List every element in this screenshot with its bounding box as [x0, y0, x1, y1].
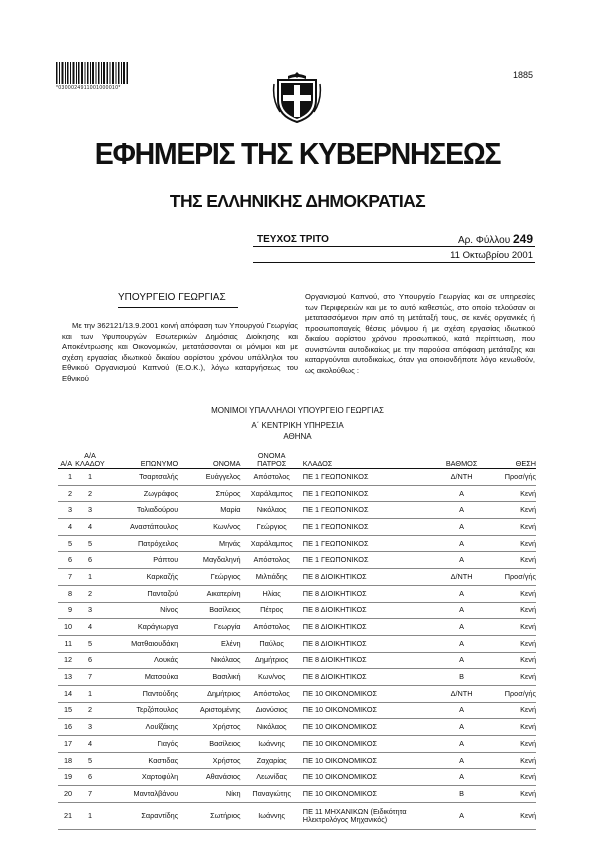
table-cell: Γεώργιος	[182, 569, 243, 586]
table-cell: Α	[431, 485, 491, 502]
ministry-heading: ΥΠΟΥΡΓΕΙΟ ΓΕΩΡΓΙΑΣ	[118, 292, 226, 303]
coat-of-arms-icon	[272, 70, 322, 124]
table-cell: Ελένη	[182, 635, 243, 652]
barcode	[56, 62, 128, 84]
table-cell: Μηνάς	[182, 535, 243, 552]
table-cell: 11	[58, 635, 75, 652]
sheet-number	[458, 232, 533, 246]
col-thesi: ΘΕΣΗ	[492, 446, 536, 469]
table-cell: Νικόλαος	[244, 719, 300, 736]
table-cell: 6	[75, 552, 105, 569]
table-cell: Ευάγγελος	[182, 469, 243, 486]
col-aa: Α/Α	[58, 446, 75, 469]
table-cell: 3	[58, 502, 75, 519]
table-header-row	[58, 446, 536, 469]
table-cell: Κενή	[492, 602, 536, 619]
table-row	[58, 502, 536, 519]
table-cell: Κων/νος	[182, 519, 243, 536]
table-row	[58, 552, 536, 569]
table-cell: 4	[58, 519, 75, 536]
table-cell: 2	[75, 485, 105, 502]
table-cell: 1	[75, 569, 105, 586]
table-cell: 19	[58, 769, 75, 786]
table-cell: Βασίλειος	[182, 736, 243, 753]
table-cell: Αθανάσιος	[182, 769, 243, 786]
table-cell: ΠΕ 8 ΔΙΟΙΚΗΤΙΚΟΣ	[300, 652, 432, 669]
table-cell: Ζωγράφος	[105, 485, 182, 502]
table-cell: ΠΕ 10 ΟΙΚΟΝΟΜΙΚΟΣ	[300, 752, 432, 769]
table-cell: Παντούδης	[105, 685, 182, 702]
header-rule	[253, 246, 535, 247]
table-cell: Κενή	[492, 519, 536, 536]
table-cell: 16	[58, 719, 75, 736]
table-cell: Μαγδαληνή	[182, 552, 243, 569]
table-cell: 15	[58, 702, 75, 719]
issue-date: 11 Οκτωβρίου 2001	[450, 250, 533, 261]
table-cell: 3	[75, 502, 105, 519]
table-cell: 7	[75, 669, 105, 686]
col-vathmos: ΒΑΘΜΟΣ	[431, 446, 491, 469]
table-row	[58, 652, 536, 669]
barcode-number: *0300024911001000010*	[56, 85, 121, 91]
table-cell: Χρήστος	[182, 752, 243, 769]
table-cell: 4	[75, 736, 105, 753]
table-cell: Κενή	[492, 769, 536, 786]
table-cell: Κενή	[492, 485, 536, 502]
table-row	[58, 519, 536, 536]
table-cell: Α	[431, 635, 491, 652]
table-cell: Τολιαδούρου	[105, 502, 182, 519]
table-row	[58, 786, 536, 803]
table-cell: Α	[431, 519, 491, 536]
table-cell: 2	[75, 585, 105, 602]
gazette-subtitle: ΤΗΣ ΕΛΛΗΝΙΚΗΣ ΔΗΜΟΚΡΑΤΙΑΣ	[169, 191, 426, 211]
table-row	[58, 469, 536, 486]
table-cell: Α	[431, 535, 491, 552]
col-klados: ΚΛΑΔΟΣ	[300, 446, 432, 469]
table-cell: Κενή	[492, 752, 536, 769]
table-cell: Κων/νος	[244, 669, 300, 686]
table-cell: Παύλος	[244, 635, 300, 652]
table-cell: Αναστάπουλος	[105, 519, 182, 536]
table-cell: Β	[431, 786, 491, 803]
table-cell: Κενή	[492, 719, 536, 736]
table-cell: Κενή	[492, 736, 536, 753]
table-cell: Κενή	[492, 585, 536, 602]
table-cell: ΠΕ 8 ΔΙΟΙΚΗΤΙΚΟΣ	[300, 585, 432, 602]
sheet-value: 249	[512, 232, 533, 246]
table-cell: ΠΕ 1 ΓΕΩΠΟΝΙΚΟΣ	[300, 485, 432, 502]
employees-table	[58, 446, 536, 830]
table-cell: Απόστολος	[244, 552, 300, 569]
table-cell: Α	[431, 719, 491, 736]
table-cell: Λουΐζάκης	[105, 719, 182, 736]
table-row	[58, 602, 536, 619]
table-cell: 5	[75, 535, 105, 552]
table-cell: Απόστολος	[244, 685, 300, 702]
table-cell: Ηλίας	[244, 585, 300, 602]
table-cell: 6	[75, 769, 105, 786]
table-cell: 14	[58, 685, 75, 702]
table-cell: Ζαχαρίας	[244, 752, 300, 769]
table-cell: 4	[75, 619, 105, 636]
table-cell: 20	[58, 786, 75, 803]
table-row	[58, 569, 536, 586]
table-cell: 17	[58, 736, 75, 753]
table-cell: Α	[431, 552, 491, 569]
table-cell: 7	[75, 786, 105, 803]
table-cell: ΠΕ 8 ΔΙΟΙΚΗΤΙΚΟΣ	[300, 669, 432, 686]
table-cell: Α	[431, 585, 491, 602]
page-number: 1885	[512, 70, 533, 80]
table-cell: 6	[58, 552, 75, 569]
table-cell: Απόστολος	[244, 469, 300, 486]
table-cell: 8	[58, 585, 75, 602]
table-cell: Χρήστος	[182, 719, 243, 736]
table-cell: Α	[431, 502, 491, 519]
table-cell: ΠΕ 8 ΔΙΟΙΚΗΤΙΚΟΣ	[300, 635, 432, 652]
table-cell: Α	[431, 802, 491, 829]
table-cell: ΠΕ 8 ΔΙΟΙΚΗΤΙΚΟΣ	[300, 602, 432, 619]
table-location: ΑΘΗΝΑ	[283, 432, 312, 441]
table-row	[58, 585, 536, 602]
table-row	[58, 736, 536, 753]
table-cell: Α	[431, 652, 491, 669]
table-cell: ΠΕ 1 ΓΕΩΠΟΝΙΚΟΣ	[300, 519, 432, 536]
table-cell: Κενή	[492, 552, 536, 569]
table-cell: Νικόλαος	[182, 652, 243, 669]
table-cell: 4	[75, 519, 105, 536]
table-cell: Αικατερίνη	[182, 585, 243, 602]
table-cell: Λουκάς	[105, 652, 182, 669]
table-cell: Κενή	[492, 619, 536, 636]
table-row	[58, 685, 536, 702]
table-cell: ΠΕ 10 ΟΙΚΟΝΟΜΙΚΟΣ	[300, 736, 432, 753]
decision-paragraph-right: Οργανισμού Καπνού, στο Υπουργείο Γεωργίας και σε υπηρεσίες των Περιφερειών και με το αυτό καθεστώς, στο οποίο τελούσαν οι μετατασσόμενοι πριν από τη μετάταξή τους, σε κενές οργανικές ή προσωποπαγείς θέσεις μόνιμου ή με σχέση εργασίας ιδιωτικού δικαίου αορίστου χρόνου προσωπικού, κατά περίπτωση, που συνιστώνται αυτοδικαίως με την παρούσα απόφαση μετάταξης και καταργούνται αυτοδικαίως, όταν για οποιονδήποτε λόγο κενωθούν, ως ακολούθως :	[305, 292, 535, 375]
table-cell: 2	[58, 485, 75, 502]
table-row	[58, 802, 536, 829]
table-cell: 7	[58, 569, 75, 586]
table-cell: Σπύρος	[182, 485, 243, 502]
table-cell: Β	[431, 669, 491, 686]
col-onoma: ΟΝΟΜΑ	[182, 446, 243, 469]
table-heading: ΜΟΝΙΜΟΙ ΥΠΑΛΛΗΛΟΙ ΥΠΟΥΡΓΕΙΟ ΓΕΩΡΓΙΑΣ	[211, 406, 384, 415]
table-cell: Τερζόπουλος	[105, 702, 182, 719]
table-cell: Α	[431, 602, 491, 619]
table-cell: Λεωνίδας	[244, 769, 300, 786]
table-cell: 9	[58, 602, 75, 619]
sheet-label: Αρ. Φύλλου	[457, 235, 511, 246]
table-cell: Απόστολος	[244, 619, 300, 636]
table-cell: ΠΕ 8 ΔΙΟΙΚΗΤΙΚΟΣ	[300, 569, 432, 586]
table-cell: 1	[75, 802, 105, 829]
table-cell: 18	[58, 752, 75, 769]
table-cell: Μιλτιάδης	[244, 569, 300, 586]
table-cell: Δημήτριος	[182, 685, 243, 702]
table-cell: ΠΕ 1 ΓΕΩΠΟΝΙΚΟΣ	[300, 552, 432, 569]
table-row	[58, 752, 536, 769]
table-cell: Α	[431, 736, 491, 753]
table-cell: Παναγιώτης	[244, 786, 300, 803]
ministry-underline	[118, 307, 238, 308]
table-cell: Χαράλαμπος	[244, 485, 300, 502]
table-cell: Κενή	[492, 652, 536, 669]
table-cell: Νικόλαος	[244, 502, 300, 519]
table-cell: Προσ/γής	[492, 469, 536, 486]
table-cell: Γεωργία	[182, 619, 243, 636]
table-cell: Πέτρος	[244, 602, 300, 619]
decision-paragraph-left: Με την 362121/13.9.2001 κοινή απόφαση των Υπουργού Γεωργίας και των Υφυπουργών Εσωτερικών Δημόσιας Διοίκησης και Αποκέντρωσης και Οικονομικών, μετατάσσονται οι μόνιμοι και με σχέση εργασίας ιδιωτικού δικαίου αορίστου χρόνου υπάλληλοι του Εθνικού Οργανισμού Καπνού (Ε.Ο.Κ.), λόγω καταργήσεως του Εθνικού	[62, 321, 298, 383]
table-cell: ΠΕ 1 ΓΕΩΠΟΝΙΚΟΣ	[300, 502, 432, 519]
gazette-title: ΕΦΗΜΕΡΙΣ ΤΗΣ ΚΥΒΕΡΝΗΣΕΩΣ	[94, 136, 501, 171]
table-cell: Γεώργιος	[244, 519, 300, 536]
table-cell: Δ/ΝΤΗ	[431, 469, 491, 486]
table-row	[58, 702, 536, 719]
table-row	[58, 635, 536, 652]
table-cell: Μανταλβάνου	[105, 786, 182, 803]
table-cell: Αριστομένης	[182, 702, 243, 719]
table-cell: ΠΕ 10 ΟΙΚΟΝΟΜΙΚΟΣ	[300, 685, 432, 702]
table-cell: 10	[58, 619, 75, 636]
table-cell: ΠΕ 10 ΟΙΚΟΝΟΜΙΚΟΣ	[300, 719, 432, 736]
col-patros: ΟΝΟΜΑ ΠΑΤΡΟΣ	[244, 446, 300, 469]
table-cell: Διονύσιος	[244, 702, 300, 719]
table-cell: Α	[431, 769, 491, 786]
table-cell: Α	[431, 702, 491, 719]
table-cell: Νίκη	[182, 786, 243, 803]
table-cell: Μαρία	[182, 502, 243, 519]
table-cell: Κενή	[492, 802, 536, 829]
table-row	[58, 669, 536, 686]
table-cell: Δ/ΝΤΗ	[431, 685, 491, 702]
table-body	[58, 469, 536, 830]
table-cell: 5	[75, 635, 105, 652]
table-cell: 3	[75, 719, 105, 736]
table-cell: 3	[75, 602, 105, 619]
table-cell: Γιαγός	[105, 736, 182, 753]
table-cell: ΠΕ 10 ΟΙΚΟΝΟΜΙΚΟΣ	[300, 769, 432, 786]
table-cell: 21	[58, 802, 75, 829]
table-cell: Κενή	[492, 702, 536, 719]
table-cell: Α	[431, 619, 491, 636]
table-cell: 1	[75, 469, 105, 486]
table-row	[58, 769, 536, 786]
table-cell: Ματθαιουδάκη	[105, 635, 182, 652]
table-cell: Χαρτοφύλη	[105, 769, 182, 786]
table-cell: ΠΕ 10 ΟΙΚΟΝΟΜΙΚΟΣ	[300, 702, 432, 719]
table-cell: ΠΕ 11 ΜΗΧΑΝΙΚΩΝ (Ειδικότητα Ηλεκτρολόγος Μηχανικός)	[300, 802, 432, 829]
col-eponymo: ΕΠΩΝΥΜΟ	[105, 446, 182, 469]
table-cell: Βασιλική	[182, 669, 243, 686]
table-cell: Σαραντίδης	[105, 802, 182, 829]
table-cell: Σωτήριος	[182, 802, 243, 829]
table-cell: Νίνος	[105, 602, 182, 619]
table-cell: Δημήτριος	[244, 652, 300, 669]
table-row	[58, 535, 536, 552]
table-cell: ΠΕ 8 ΔΙΟΙΚΗΤΙΚΟΣ	[300, 619, 432, 636]
table-cell: 2	[75, 702, 105, 719]
table-cell: ΠΕ 10 ΟΙΚΟΝΟΜΙΚΟΣ	[300, 786, 432, 803]
header-rule-lower	[253, 262, 535, 263]
table-cell: 1	[58, 469, 75, 486]
table-cell: Κενή	[492, 669, 536, 686]
table-cell: 5	[75, 752, 105, 769]
table-cell: 13	[58, 669, 75, 686]
table-cell: Ιωάννης	[244, 736, 300, 753]
issue-type: ΤΕΥΧΟΣ ΤΡΙΤΟ	[257, 234, 329, 245]
table-cell: Καρκαζής	[105, 569, 182, 586]
table-cell: Ράπτου	[105, 552, 182, 569]
table-cell: ΠΕ 1 ΓΕΩΠΟΝΙΚΟΣ	[300, 469, 432, 486]
table-cell: Καστιδας	[105, 752, 182, 769]
table-cell: Δ/ΝΤΗ	[431, 569, 491, 586]
table-row	[58, 485, 536, 502]
table-cell: Προσ/γής	[492, 569, 536, 586]
table-cell: Πανταζού	[105, 585, 182, 602]
table-cell: Α	[431, 752, 491, 769]
col-aa-klados: Α/Α ΚΛΑΔΟΥ	[75, 446, 105, 469]
table-cell: Ιωάννης	[244, 802, 300, 829]
table-cell: ΠΕ 1 ΓΕΩΠΟΝΙΚΟΣ	[300, 535, 432, 552]
table-cell: 6	[75, 652, 105, 669]
table-cell: 5	[58, 535, 75, 552]
table-cell: Τσαρτσαλής	[105, 469, 182, 486]
table-cell: Βασίλειος	[182, 602, 243, 619]
table-cell: 12	[58, 652, 75, 669]
table-cell: Ματσούκα	[105, 669, 182, 686]
table-cell: Κενή	[492, 635, 536, 652]
table-subheading: Α΄ ΚΕΝΤΡΙΚΗ ΥΠΗΡΕΣΙΑ	[251, 421, 344, 430]
table-row	[58, 619, 536, 636]
table-cell: Χαράλαμπος	[244, 535, 300, 552]
table-row	[58, 719, 536, 736]
table-cell: Κενή	[492, 786, 536, 803]
table-cell: Κενή	[492, 535, 536, 552]
table-cell: Προσ/γής	[492, 685, 536, 702]
table-cell: Πατρόχειλος	[105, 535, 182, 552]
table-cell: 1	[75, 685, 105, 702]
table-cell: Καράγιωργα	[105, 619, 182, 636]
table-cell: Κενή	[492, 502, 536, 519]
